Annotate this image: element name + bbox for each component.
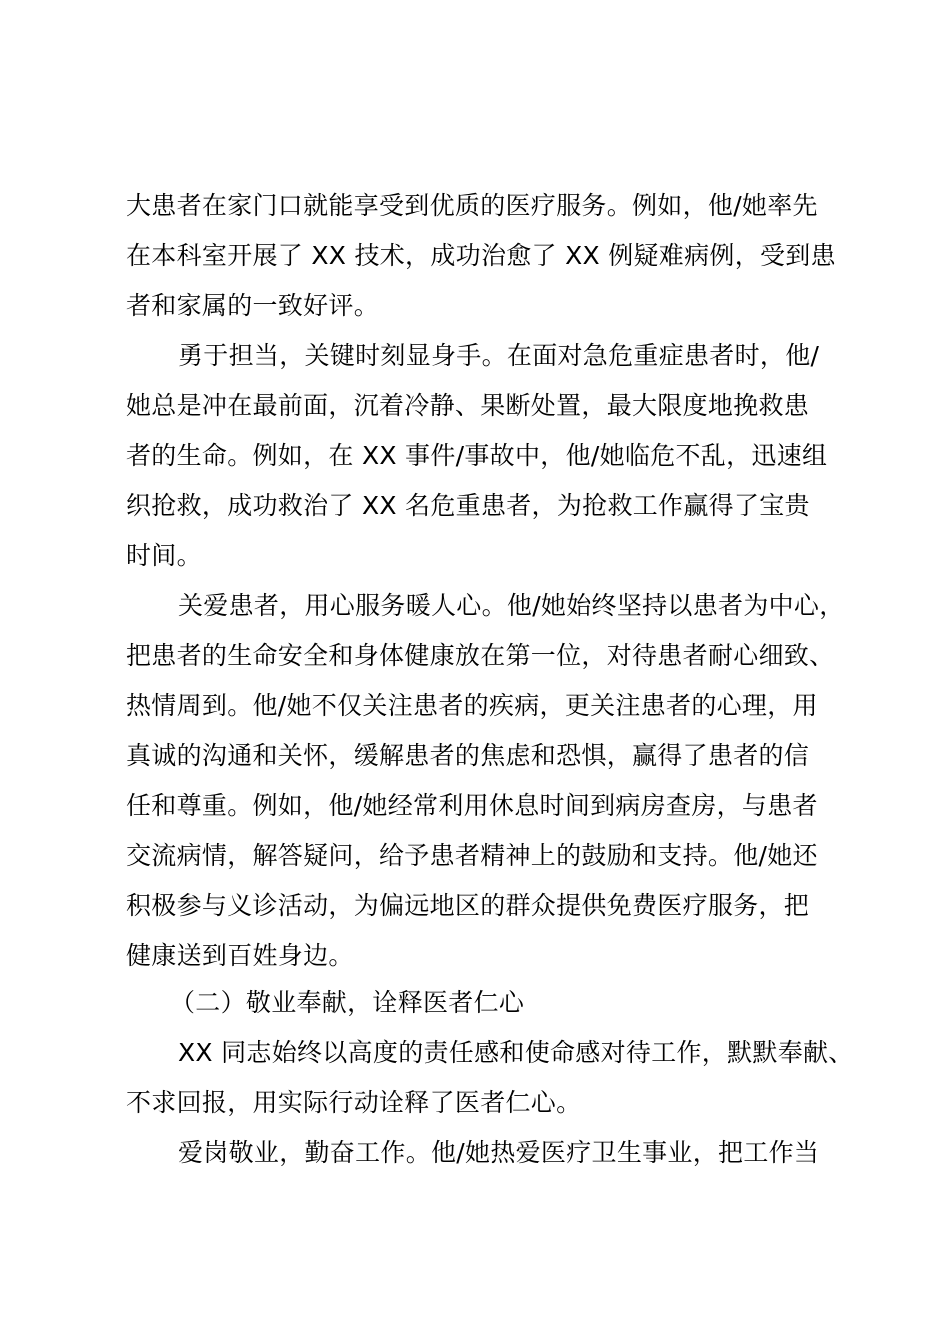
text-line: 积极参与义诊活动，为偏远地区的群众提供免费医疗服务，把 (126, 891, 810, 920)
paragraph-start-line: XX 同志始终以高度的责任感和使命感对待工作，默默奉献、 (178, 1038, 854, 1067)
text-line: 时间。 (126, 541, 202, 570)
text-line: 她总是冲在最前面，沉着冷静、果断处置，最大限度地挽救患 (126, 391, 810, 420)
section-heading: （二）敬业奉献，诠释医者仁心 (170, 988, 525, 1017)
text-line: 者和家属的一致好评。 (126, 291, 380, 320)
text-line: 真诚的沟通和关怀，缓解患者的焦虑和恐惧，赢得了患者的信 (126, 741, 810, 770)
paragraph-start-line: 关爱患者，用心服务暖人心。他/她始终坚持以患者为中心， (178, 591, 845, 620)
text-line: 者的生命。例如，在 XX 事件/事故中，他/她临危不乱，迅速组 (126, 441, 828, 470)
text-line: 在本科室开展了 XX 技术，成功治愈了 XX 例疑难病例，受到患 (126, 241, 836, 270)
text-line: 把患者的生命安全和身体健康放在第一位，对待患者耐心细致、 (126, 641, 835, 670)
text-line: 不求回报，用实际行动诠释了医者仁心。 (126, 1088, 582, 1117)
text-line: 交流病情，解答疑问，给予患者精神上的鼓励和支持。他/她还 (126, 841, 818, 870)
text-line: 织抢救，成功救治了 XX 名危重患者，为抢救工作赢得了宝贵 (126, 491, 810, 520)
paragraph-start-line: 爱岗敬业，勤奋工作。他/她热爱医疗卫生事业，把工作当 (178, 1138, 820, 1167)
text-line: 大患者在家门口就能享受到优质的医疗服务。例如，他/她率先 (126, 191, 818, 220)
text-line: 热情周到。他/她不仅关注患者的疾病，更关注患者的心理，用 (126, 691, 818, 720)
text-line: 任和尊重。例如，他/她经常利用休息时间到病房查房，与患者 (126, 791, 818, 820)
paragraph-start-line: 勇于担当，关键时刻显身手。在面对急危重症患者时，他/ (178, 341, 820, 370)
text-line: 健康送到百姓身边。 (126, 941, 354, 970)
